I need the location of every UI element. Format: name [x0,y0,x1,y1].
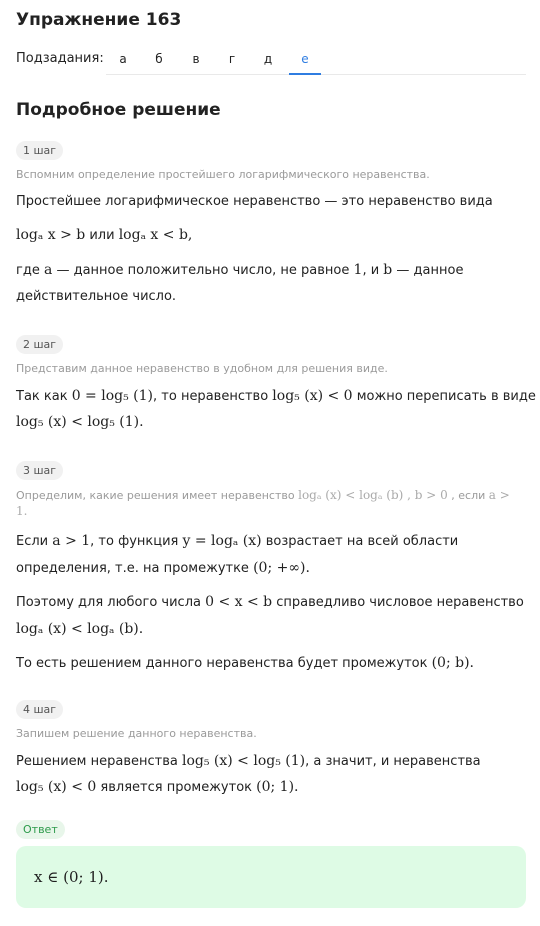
step-4-badge: 4 шаг [16,700,63,719]
text: — данное [392,263,464,278]
formula: log₅ (x) < 0 [16,779,97,795]
text: , то неравенство [153,389,273,404]
text: является промежуток [96,780,257,795]
subtask-tab-e[interactable]: е [290,44,320,74]
formula: (0; +∞). [253,560,310,576]
formula: log₅ (x) < 0 [272,388,353,404]
text: , если [447,489,489,502]
answer-formula: x ∈ (0; 1). [34,868,109,886]
subtask-tab-a[interactable]: а [119,52,127,66]
formula: logₐ x < b, [118,227,193,243]
formula: 1 [353,262,363,278]
formula: b [383,262,393,278]
formula: 0 = log₅ (1) [71,388,154,404]
subtask-tab-g[interactable]: г [228,52,236,66]
step-3-para-1 [16,533,458,549]
text: То есть решением данного неравенства будет промежуток [16,656,432,671]
formula: log₅ (x) < log₅ (1). [16,414,144,430]
text: можно переписать в виде [352,389,536,404]
step-1-formula-line [16,227,192,243]
answer-badge: Ответ [16,820,65,839]
formula: logₐ x > b [16,227,86,243]
text: , то функция [90,534,183,549]
formula: (0; b). [431,655,474,671]
step-3-hint [16,488,510,502]
formula: log₅ (x) < log₅ (1) [181,753,306,769]
step-4-hint: Запишем решение данного неравенства. [16,727,257,740]
step-2-line-1 [16,388,536,404]
text: Если [16,534,53,549]
step-3-para-1-cont [16,560,310,576]
text: , а значит, и неравенства [305,754,481,769]
step-4-line-2 [16,779,299,795]
solution-title: Подробное решение [16,100,221,120]
text: справедливо числовое неравенство [272,595,524,610]
subtask-tab-v[interactable]: в [192,52,200,66]
formula: 0 < x < b [205,594,273,610]
step-1-definition: Простейшее логарифмическое неравенство — это неравенство вида [16,194,493,209]
text: Определим, какие решения имеет неравенство [16,489,299,502]
text: возрастает на всей области [261,534,459,549]
step-1-tail: действительное число. [16,289,177,304]
page-title: Упражнение 163 [16,10,182,30]
formula: a > [488,488,510,502]
step-1-where-line [16,262,463,278]
subtask-tab-b[interactable]: б [155,52,163,66]
subtasks-tabs [106,44,526,75]
text: Решением неравенства [16,754,182,769]
text: определения, т.е. на промежутке [16,561,254,576]
formula: a [43,262,53,278]
text: или [85,228,119,243]
step-1-hint: Вспомним определение простейшего логарифмического неравенства. [16,168,430,181]
text: Поэтому для любого числа [16,595,206,610]
step-3-para-2 [16,594,524,610]
subtasks-label: Подзадания: [16,51,104,66]
step-3-badge: 3 шаг [16,461,63,480]
text: — данное положительно число, не равное [52,263,354,278]
formula: logₐ (x) < logₐ (b). [16,621,144,637]
step-2-badge: 2 шаг [16,335,63,354]
subtask-tab-d[interactable]: д [263,52,273,66]
formula: (0; 1). [256,779,299,795]
step-4-line-1 [16,753,481,769]
step-3-para-2-cont [16,621,143,637]
formula: y = logₐ (x) [182,533,262,549]
formula: logₐ (x) < logₐ (b) , b > 0 [298,488,448,502]
step-2-line-2 [16,414,144,430]
text: Так как [16,389,72,404]
formula: a > 1 [52,533,91,549]
formula: 1. [16,504,28,518]
text: , и [362,263,384,278]
step-1-badge: 1 шаг [16,141,63,160]
step-2-hint: Представим данное неравенство в удобном для решения виде. [16,362,388,375]
answer-box [16,846,526,908]
step-3-para-3 [16,655,474,671]
step-3-hint-tail [16,504,27,518]
text: где [16,263,44,278]
